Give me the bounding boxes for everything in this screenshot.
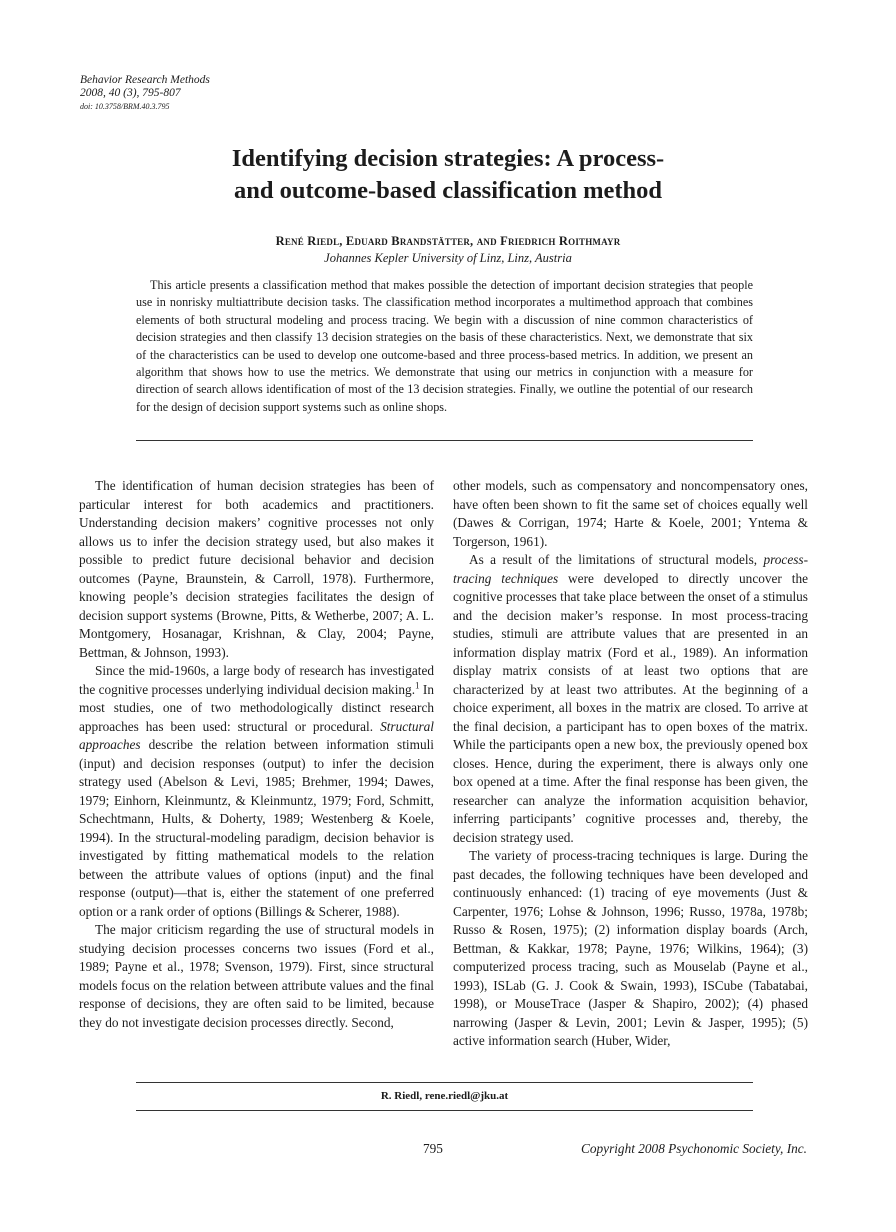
copyright-notice: Copyright 2008 Psychonomic Society, Inc. xyxy=(581,1141,807,1156)
body-column-right xyxy=(453,477,808,1051)
paragraph-6: The variety of process-tracing techniques is large. During the past decades, the following techniques have been developed and continuously enhanced: (1) tracing of eye movements (Just & Carpenter, 1976; Lohse & Johnson, 1996; Russo, 1978a, 1978b; Russo & Rosen, 1975); (2) information display boards (Arch, Bettman, & Kakkar, 1978; Payne, 1976; Wilkins, 1964); (3) computerized process tracing, such as Mouselab (Payne et al., 1993), ISLab (G. J. Cook & Swain, 1993), ISCube (Tabatabai, 1998), or MouseTrace (Jasper & Shapiro, 2002); (4) phased narrowing (Jasper & Levin, 2001; Levin & Jasper, 1995); (5) active information search (Huber, Wider, xyxy=(453,848,808,1048)
journal-doi: doi: 10.3758/BRM.40.3.795 xyxy=(80,102,170,111)
footer-rule-bottom xyxy=(136,1110,753,1111)
corresponding-author: R. Riedl, rene.riedl@jku.at xyxy=(380,1090,509,1102)
paragraph-1: The identification of human decision strategies has been of particular interest for both academics and practitioners. Understanding decision makers’ cognitive processes not only allows us to infer the decision strategy used, but also makes it possible to predict future decisional behavior and decision outcomes (Payne, Braunstein, & Carroll, 1978). Furthermore, knowing people’s decision strategies facilitates the design of decision support systems (Browne, Pitts, & Wetherbe, 2007; A. L. Montgomery, Hosanagar, Krishnan, & Clay, 2004; Payne, Bettman, & Johnson, 1993). xyxy=(79,478,434,660)
journal-name: Behavior Research Methods xyxy=(80,74,210,86)
journal-volume: 2008, 40 (3), 795-807 xyxy=(80,87,181,99)
paragraph-5-text-b: were developed to directly uncover the cognitive processes that take place between the onset of a stimulus and the decision maker’s response. In most process-tracing studies, stimuli are attribute values that are presented in an information display matrix (Ford et al., 1989). An information display matrix consists of at least two options that are characterized by at least two attributes. At the beginning of a choice experiment, all boxes in the matrix are closed. To arrive at the final decision, a participant has to open boxes of the matrix. While the participants open a new box, the previously opened box closes. Hence, during the experiment, there is always only one box opened at a time. After the final response has been given, the researcher can analyze the information acquisition behavior, inferring participants’ cognitive processes and, thereby, the decision strategy used. xyxy=(453,570,808,845)
paragraph-2-text-a: Since the mid-1960s, a large body of research has investigated the cognitive processes underlying individual decision making. xyxy=(79,663,434,697)
paragraph-2-text-b: In most studies, one of two methodologically distinct research approaches has been used: structural or procedural. xyxy=(79,681,434,734)
term-structural-approaches: Structural approaches xyxy=(79,718,434,752)
paragraph-2-text-c: describe the relation between information stimuli (input) and decision responses (output) to infer the decision strategy used (Abelson & Levi, 1985; Brehmer, 1994; Dawes, 1979; Einhorn, Kleinmuntz, & Kleinmuntz, 1979; Ford, Schmitt, Schechtmann, Hults, & Doherty, 1989; Westenberg & Koele, 1994). In the structural-modeling paradigm, decision behavior is investigated by fitting mathematical models to the relation between the attribute values of options (input) and the final response (output)—that is, either the statement of one preferred option or a rank order of options (Billings & Scherer, 1988). xyxy=(79,737,434,919)
body-column-left xyxy=(79,477,434,1032)
author-list: René Riedl, Eduard Brandstätter, and Friedrich Roithmayr xyxy=(275,234,621,248)
title-line-2: and outcome-based classification method xyxy=(233,177,663,204)
footer-rule-top xyxy=(136,1082,753,1083)
abstract: This article presents a classification method that makes possible the detection of important decision strategies that people use in nonrisky multiattribute decision tasks. The classification method incorporates a multimethod approach that combines elements of both structural modeling and process tracing. We begin with a discussion of nine common characteristics of decision strategies and then classify 13 decision strategies on the basis of these characteristics. Next, we demonstrate that six of the characteristics can be used to develop one outcome-based and three process-based metrics. In addition, we present an algorithm that shows how to use the metrics. We demonstrate that using our metrics in conjunction with a measure for direction of search allows identification of most of the 13 decision strategies. Finally, we outline the potential of our research for the design of decision support systems such as online shops. xyxy=(136,278,753,414)
paragraph-4: other models, such as compensatory and noncompensatory ones, have often been shown to fit the same set of choices equally well (Dawes & Corrigan, 1974; Harte & Koele, 2001; Yntema & Torgerson, 1961). xyxy=(453,478,808,549)
abstract-rule xyxy=(136,440,753,441)
journal-header xyxy=(80,74,210,113)
author-affiliation: Johannes Kepler University of Linz, Linz, Austria xyxy=(324,251,572,265)
page-number: 795 xyxy=(423,1141,443,1156)
paragraph-2 xyxy=(79,662,434,921)
paragraph-5-text-a: As a result of the limitations of structural models, xyxy=(469,552,764,567)
article-title xyxy=(0,143,896,207)
footnote-marker-1: 1 xyxy=(415,680,420,691)
title-line-1: Identifying decision strategies: A process- xyxy=(231,145,665,172)
paragraph-3: The major criticism regarding the use of structural models in studying decision processes concerns two issues (Ford et al., 1989; Payne et al., 1978; Svenson, 1979). First, since structural models focus on the relation between attribute values and the final response of decisions, they are often said to be limited, because they do not investigate decision processes directly. Second, xyxy=(79,922,434,1030)
term-process-tracing: process-tracing techniques xyxy=(453,552,808,586)
paragraph-5 xyxy=(453,551,808,847)
